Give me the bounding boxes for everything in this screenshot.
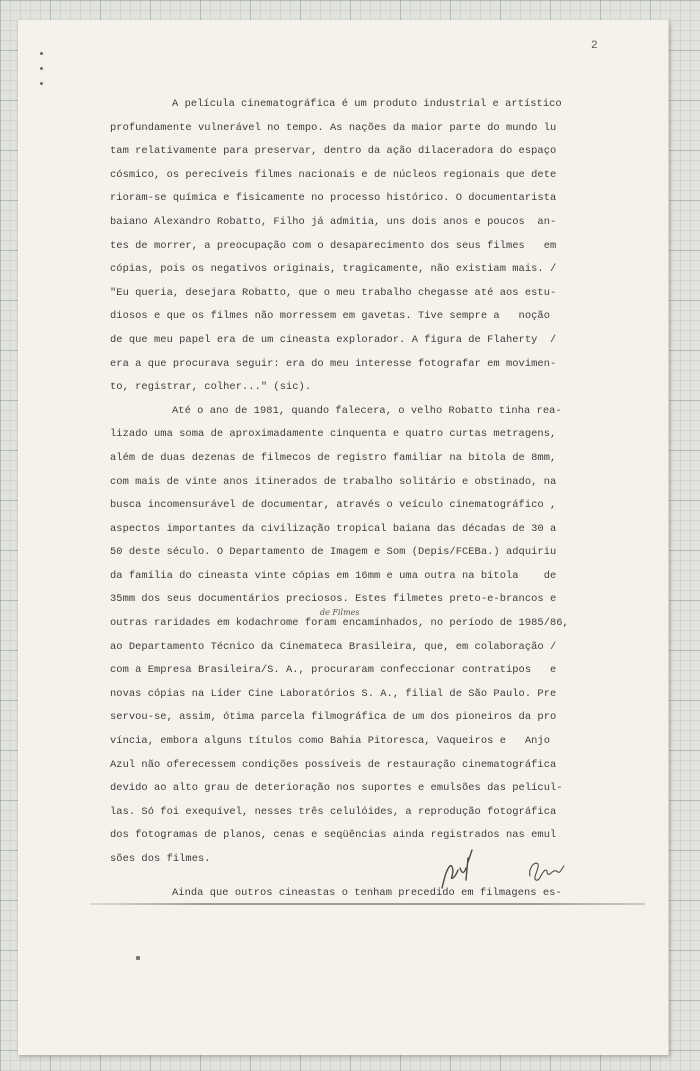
text-line: Azul não oferecessem condições possíveis de restauração cinematográfica [110,758,557,771]
text-line: baiano Alexandro Robatto, Filho já admitia, uns dois anos e poucos an- [110,215,557,228]
typed-text [110,93,570,905]
bottom-rule [90,903,645,905]
text-line: era a que procurava seguir: era do meu interesse fotografar em movimen- [110,357,557,370]
text-line: rioram-se química e fisicamente no processo histórico. O documentarista [110,192,557,205]
text-line: além de duas dezenas de filmecos de registro familiar na bitola de 8mm, [110,451,557,464]
text-line: aspectos importantes da civilização tropical baiana das décadas de 30 a [110,522,557,535]
signature-image [428,840,578,900]
text-line: tam relativamente para preservar, dentro da ação dilaceradora do espaço [110,145,557,158]
text-line: A película cinematográfica é um produto industrial e artístico [172,98,562,110]
text-line: da família do cineasta vinte cópias em 16mm e uma outra na bitola de [110,569,557,582]
text-line: profundamente vulnerável no tempo. As nações da maior parte do mundo lu [110,121,557,134]
text-line: diosos e que os filmes não morressem em gavetas. Tive sempre a noção [110,310,550,323]
text-line: víncia, embora alguns títulos como Bahia Pitoresca, Vaqueiros e Anjo [110,735,550,748]
margin-dot [40,82,43,85]
text-line: sões dos filmes. [110,853,211,865]
text-line: Até o ano de 1981, quando falecera, o velho Robatto tinha rea- [172,404,562,417]
text-line: outras raridades em kodachrome foram encaminhados, no período de 1985/86, [110,617,569,630]
text-line: de que meu papel era de um cineasta explorador. A figura de Flaherty / [110,333,557,346]
text-line: devido ao alto grau de deterioração nos suportes e emulsões das películ- [110,782,563,795]
text-line: 50 deste século. O Departamento de Imagem e Som (Depis/FCEBa.) adquiriu [110,546,557,559]
margin-dot [40,52,43,55]
stray-mark [136,956,140,960]
text-line: lizado uma soma de aproximadamente cinquenta e quatro curtas metragens, [110,428,557,441]
text-line: novas cópias na Líder Cine Laboratórios S. A., filial de São Paulo. Pre [110,687,557,700]
text-line: busca incomensurável de documentar, através o veículo cinematográfico , [110,499,557,512]
text-line: to, registrar, colher..." (sic). [110,381,312,394]
text-line: cósmico, os perecíveis filmes nacionais e de núcleos regionais que dete [110,168,557,181]
handwritten-annotation: de Filmes [320,608,360,617]
text-line: ao Departamento Técnico da Cinemateca Brasileira, que, em colaboração / [110,640,557,653]
page-number: 2 [591,40,598,52]
text-line: 35mm dos seus documentários preciosos. Estes filmetes preto-e-brancos e [110,593,557,606]
paper-sheet [18,20,669,1055]
text-line: servou-se, assim, ótima parcela filmográfica de um dos pioneiros da pro [110,711,557,724]
text-line: com a Empresa Brasileira/S. A., procuraram confeccionar contratipos e [110,664,557,677]
text-line: Ainda que outros cineastas o tenham precedido em filmagens es- [172,886,562,899]
text-line: tes de morrer, a preocupação com o desaparecimento dos seus filmes em [110,239,557,252]
text-line: "Eu queria, desejara Robatto, que o meu trabalho chegasse até aos estu- [110,286,557,299]
text-line: dos fotogramas de planos, cenas e seqüências ainda registrados nas emul [110,829,557,842]
text-line: com mais de vinte anos itinerados de trabalho solitário e obstinado, na [110,475,557,488]
text-line: las. Só foi exequível, nesses três celulóides, a reprodução fotográfica [110,805,557,818]
margin-dot [40,67,43,70]
text-line: cópias, pois os negativos originais, tragicamente, não existiam mais. / [110,263,557,276]
